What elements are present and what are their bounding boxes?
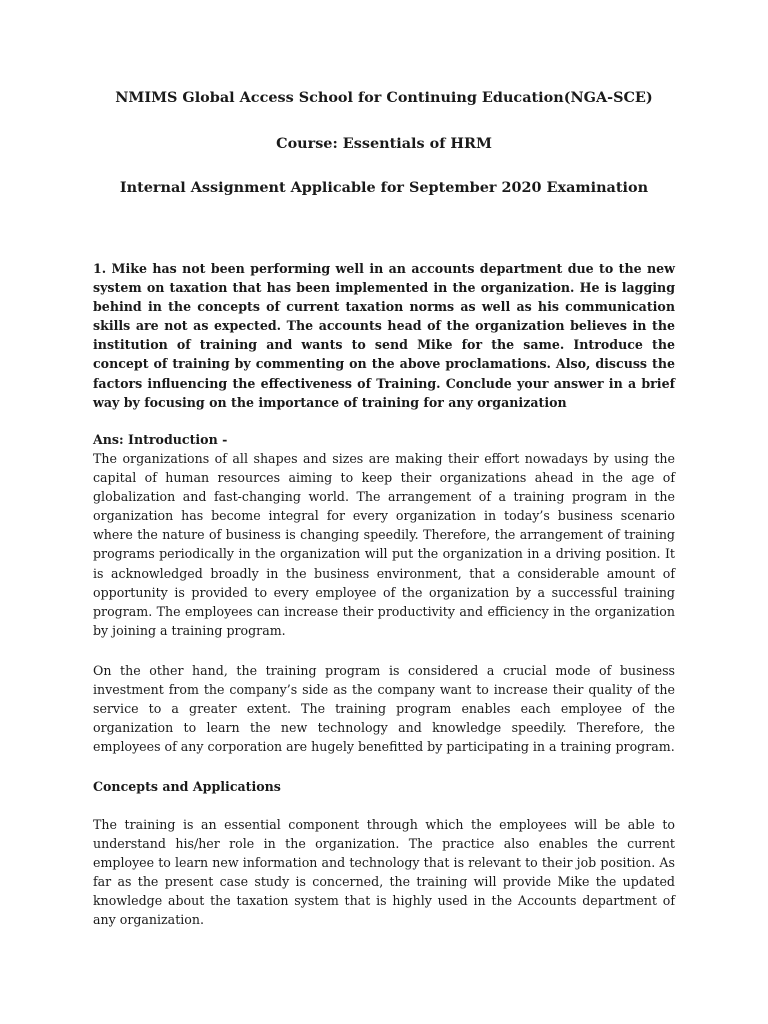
answer-heading: Ans: Introduction - [93,432,228,447]
school-title: NMIMS Global Access School for Continuing Education(NGA-SCE) [115,89,653,106]
question-text: 1. Mike has not been performing well in an accounts department due to the new system on taxation that has been implemented in the organization. He is lagging behind in the concepts of current taxation norms as well as his communication skills are not as expected. The accounts head of the organization believes in the institution of training and wants to send Mike for the same. Introduce the concept of training by commenting on the above proclamations. Also, discuss the factors influencing the effectiveness of Training. Conclude your answer in a brief way by focusing on the importance of training for any organization [93,261,675,410]
assignment-title: Internal Assignment Applicable for September 2020 Examination [119,179,649,196]
course-title: Course: Essentials of HRM [276,135,492,152]
answer-paragraph-3: The training is an essential component through which the employees will be able to understand his/her role in the organization. The practice also enables the current employee to learn new information and technology that is relevant to their job position. As far as the present case study is concerned, the training will provide Mike the updated knowledge about the taxation system that is highly used in the Accounts department of any organization. [93,817,675,928]
answer-paragraph-2: On the other hand, the training program is considered a crucial mode of business investment from the company’s side as the company want to increase their quality of the service to a greater extent. The training program enables each employee of the organization to learn the new technology and knowledge speedily. Therefore, the employees of any corporation are hugely benefitted by participating in a training program. [93,663,675,755]
section-heading: Concepts and Applications [93,779,281,794]
answer-paragraph-1: The organizations of all shapes and sizes are making their effort nowadays by using the capital of human resources aiming to keep their organizations ahead in the age of globalization and fast-changing world. The arrangement of a training program in the organization has become integral for every organization in today’s business scenario where the nature of business is changing speedily. Therefore, the arrangement of training programs periodically in the organization will put the organization in a driving position. It is acknowledged broadly in the business environment, that a considerable amount of opportunity is provided to every employee of the organization by a successful training program. The employees can increase their productivity and efficiency in the organization by joining a training program. [93,451,675,638]
